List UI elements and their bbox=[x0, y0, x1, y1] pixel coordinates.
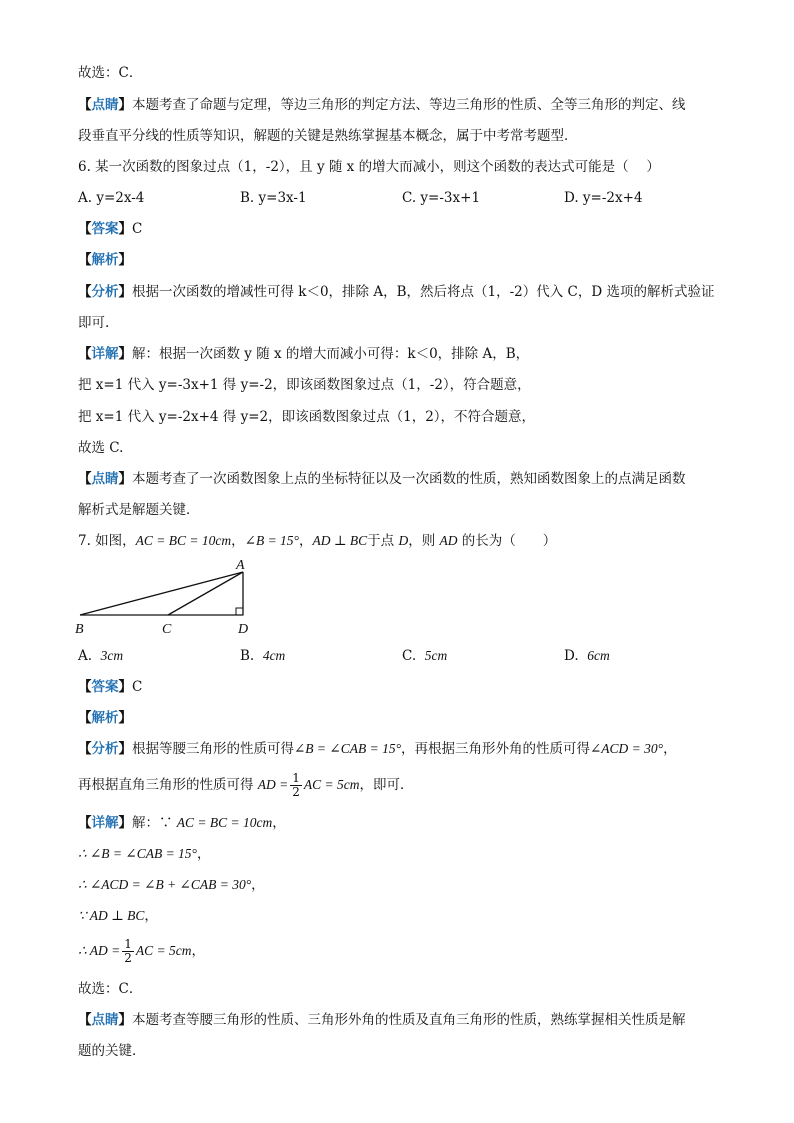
q6-fenxi-line1: 【分析】根据一次函数的增减性可得 k＜0，排除 A，B，然后将点（1，-2）代入 C，D 选项的解析式验证 bbox=[78, 284, 715, 300]
segment-ba bbox=[80, 572, 243, 615]
q6-comment-line2: 解析式是解题关键． bbox=[78, 502, 200, 518]
q7-analysis-heading: 【解析】 bbox=[78, 710, 132, 726]
q6-option-a: A. y=2x-4 bbox=[78, 190, 145, 206]
q7-comment-line2: 题的关键． bbox=[78, 1043, 146, 1059]
right-angle-mark bbox=[236, 608, 243, 615]
q6-fenxi-line2: 即可. bbox=[78, 315, 110, 331]
q7-fenxi-line2: 再根据直角三角形的性质可得 AD = $\frac{1}{2}$ AC = 5cm，即可． bbox=[78, 771, 414, 799]
q6-option-b: B. y=3x-1 bbox=[240, 190, 307, 206]
label-a: A bbox=[236, 558, 245, 573]
label-d: D bbox=[238, 622, 249, 637]
q7-option-a: A. 3cm bbox=[78, 648, 124, 664]
q7-comment-line1: 【点睛】本题考查等腰三角形的性质、三角形外角的性质及直角三角形的性质，熟练掌握相关性质是解 bbox=[78, 1012, 686, 1028]
q7-fenxi-line1: 【分析】根据等腰三角形的性质可得∠B = ∠CAB = 15°，再根据三角形外角的性质可得∠ACD = 30°， bbox=[78, 741, 677, 757]
q6-option-c: C. y=-3x+1 bbox=[402, 190, 481, 206]
q7-detail-line3: ∴ ∠ACD = ∠B + ∠CAB = 30°， bbox=[78, 877, 265, 893]
q6-comment-line1: 【点睛】本题考查了一次函数图象上点的坐标特征以及一次函数的性质，熟知函数图象上的点满足函数 bbox=[78, 471, 686, 487]
q7-detail-line4: ∵ AD ⊥ BC， bbox=[78, 908, 158, 924]
prev-comment-line2: 段垂直平分线的性质等知识，解题的关键是熟练掌握基本概念，属于中考常考题型． bbox=[78, 128, 578, 144]
q6-detail-line2: 把 x=1 代入 y=-3x+1 得 y=-2，即该函数图象过点（1，-2），符合题意， bbox=[78, 377, 531, 393]
q6-detail-line4: 故选 C. bbox=[78, 440, 124, 456]
q6-stem: 6. 某一次函数的图象过点（1，-2），且 y 随 x 的增大而减小，则这个函数的表达式可能是（ ） bbox=[78, 159, 660, 175]
q7-detail-line5: ∴ AD = $\frac{1}{2}$ AC = 5cm， bbox=[78, 937, 205, 965]
q6-analysis-heading: 【解析】 bbox=[78, 252, 132, 268]
q6-option-d: D. y=-2x+4 bbox=[564, 190, 643, 206]
q7-answer: 【答案】C bbox=[78, 679, 143, 695]
fraction-half: $\frac{1}{2}$ bbox=[292, 771, 300, 799]
q7-option-d: D. 6cm bbox=[564, 648, 610, 664]
label-c: C bbox=[162, 622, 172, 637]
label-b: B bbox=[75, 622, 84, 637]
q7-stem: 7. 如图，AC = BC = 10cm，∠B = 15°，AD ⊥ BC于点 D，则 AD 的长为（ ） bbox=[78, 533, 557, 549]
segment-ca bbox=[168, 572, 243, 615]
q7-option-b: B. 4cm bbox=[240, 648, 286, 664]
q6-detail-line1: 【详解】解：根据一次函数 y 随 x 的增大而减小可得：k＜0，排除 A，B， bbox=[78, 346, 530, 362]
fraction-half-2: $\frac{1}{2}$ bbox=[124, 937, 132, 965]
q6-answer: 【答案】C bbox=[78, 221, 143, 237]
q7-option-c: C. 5cm bbox=[402, 648, 448, 664]
comment-tag: 【点睛】 bbox=[78, 97, 132, 113]
prev-choice: 故选：C． bbox=[78, 65, 143, 81]
q7-detail-line2: ∴ ∠B = ∠CAB = 15°， bbox=[78, 846, 211, 862]
q6-detail-line3: 把 x=1 代入 y=-2x+4 得 y=2，即该函数图象过点（1，2），不符合题意， bbox=[78, 409, 536, 425]
triangle-figure bbox=[70, 556, 270, 638]
q7-detail-line6: 故选：C． bbox=[78, 981, 143, 997]
prev-comment-line1: 【点睛】本题考查了命题与定理，等边三角形的判定方法、等边三角形的性质、全等三角形的判定、线 bbox=[78, 97, 686, 113]
q7-detail-line1: 【详解】解：∵ AC = BC = 10cm， bbox=[78, 815, 286, 831]
